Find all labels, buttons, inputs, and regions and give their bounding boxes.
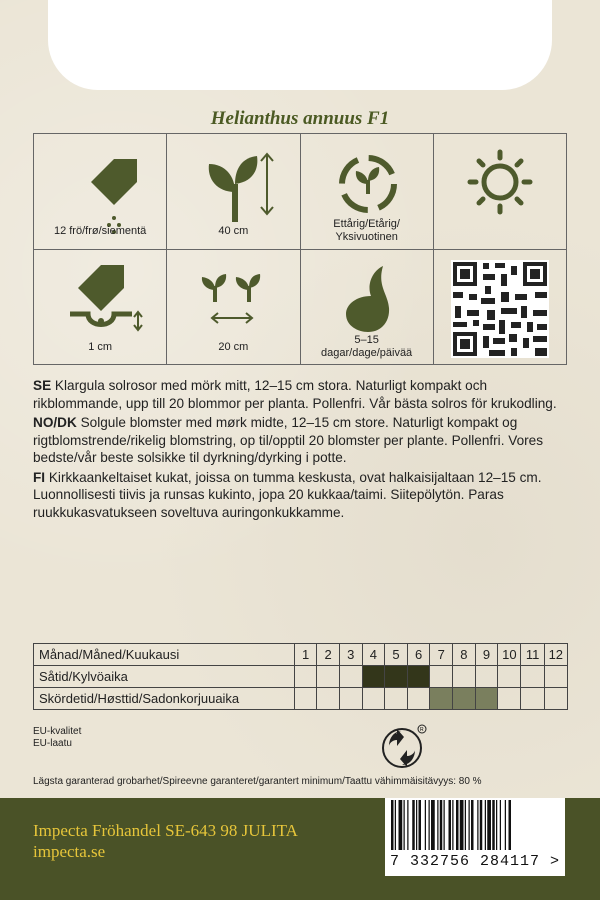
month-3: 3 <box>339 644 362 666</box>
harvest-row <box>34 688 568 710</box>
eu-quality-se: EU-kvalitet <box>33 726 82 737</box>
lang-code-fi: FI <box>33 469 46 485</box>
sowing-calendar <box>33 643 568 710</box>
lang-code-se: SE <box>33 378 52 393</box>
germination-days-1: 5–15 <box>354 334 379 346</box>
harvest-month-4 <box>362 688 385 710</box>
germination-days-2: dagar/dage/päivää <box>321 347 413 359</box>
depth-label: 1 cm <box>88 341 113 353</box>
harvest-label: Skördetid/Høsttid/Sadonkorjuuaika <box>34 688 295 710</box>
harvest-month-11 <box>521 688 544 710</box>
height-cell <box>166 134 299 249</box>
seed-count-cell <box>34 134 166 249</box>
month-12: 12 <box>544 644 567 666</box>
sow-month-9 <box>475 666 498 688</box>
month-4: 4 <box>362 644 385 666</box>
month-7: 7 <box>430 644 453 666</box>
description-fi-text: Kirkkaankeltaiset kukat, joissa on tumma keskusta, ovat halkaisijaltaan 12–15 cm. Luonnollisesti tiivis ja runsas kukinto, jopa 20 kukkaa/taimi. Siitepölytön. Paras ruukkukasvatukseen soveltuva auringonkukkamme. <box>33 469 542 520</box>
qr-code[interactable] <box>434 250 567 365</box>
height-label: 40 cm <box>218 225 249 237</box>
eu-quality-fi: EU-laatu <box>33 738 72 749</box>
harvest-month-12 <box>544 688 567 710</box>
hang-hole <box>48 0 552 90</box>
month-2: 2 <box>317 644 340 666</box>
lang-code-no-dk: NO/DK <box>33 415 77 430</box>
species-title: Helianthus annuus F1 <box>210 108 390 129</box>
description-se <box>33 377 573 412</box>
month-8: 8 <box>453 644 476 666</box>
seed-count-label: 12 frö/frø/siementä <box>53 225 147 237</box>
website-link[interactable]: impecta.se <box>33 842 106 861</box>
harvest-month-6 <box>407 688 430 710</box>
info-grid <box>33 133 567 365</box>
sun-cell <box>433 134 566 249</box>
spacing-cell <box>166 250 299 365</box>
sow-month-11 <box>521 666 544 688</box>
description-no-dk <box>33 414 573 467</box>
germination-guarantee: Lägsta garanterad grobarhet/Spireevne garanteret/garantert minimum/Taattu vähimmäisitävyys: 80 % <box>33 776 482 787</box>
harvest-month-10 <box>498 688 521 710</box>
sow-month-4 <box>362 666 385 688</box>
eu-quality <box>33 726 81 750</box>
sow-month-6 <box>407 666 430 688</box>
svg-text:R: R <box>420 727 424 733</box>
month-9: 9 <box>475 644 498 666</box>
harvest-month-1 <box>294 688 317 710</box>
annual-label-1: Ettårig/Etårig/ <box>333 218 400 230</box>
depth-cell <box>34 250 166 365</box>
month-6: 6 <box>407 644 430 666</box>
annual-cell <box>300 134 433 249</box>
description-se-text: Klargula solrosor med mörk mitt, 12–15 cm stora. Naturligt kompakt och rikblommande, upp till 20 blommor per planta. Pollenfri. Vår bästa solros för krukodling. <box>33 378 557 411</box>
description-fi <box>33 469 573 522</box>
calendar-header: Månad/Måned/Kuukausi <box>34 644 295 666</box>
month-11: 11 <box>521 644 544 666</box>
sow-month-2 <box>317 666 340 688</box>
company-address: Impecta Fröhandel SE-643 98 JULITA <box>33 821 298 840</box>
sowing-row <box>34 666 568 688</box>
month-1: 1 <box>294 644 317 666</box>
annual-label-2: Yksivuotinen <box>335 231 398 243</box>
sow-month-3 <box>339 666 362 688</box>
sun-icon <box>434 134 567 249</box>
green-dot-recycling-icon <box>380 722 428 770</box>
month-5: 5 <box>385 644 408 666</box>
harvest-month-5 <box>385 688 408 710</box>
description-no-dk-text: Solgule blomster med mørk midte, 12–15 cm store. Naturligt kompakt og rigtblomstrende/rikelig blomstring, op til/opptil 20 blomster per plante. Pollenfri. Vores bedste/vår beste solsikke til dyrkning/dyrking i potte. <box>33 415 544 465</box>
sow-month-10 <box>498 666 521 688</box>
spacing-label: 20 cm <box>218 341 249 353</box>
qr-cell <box>433 250 566 365</box>
harvest-month-8 <box>453 688 476 710</box>
sow-month-8 <box>453 666 476 688</box>
harvest-month-7 <box>430 688 453 710</box>
sow-month-12 <box>544 666 567 688</box>
sowing-label: Såtid/Kylvöaika <box>34 666 295 688</box>
harvest-month-3 <box>339 688 362 710</box>
description-block <box>33 377 573 523</box>
germination-cell <box>300 250 433 365</box>
calendar-month-row <box>34 644 568 666</box>
sow-month-5 <box>385 666 408 688</box>
harvest-month-9 <box>475 688 498 710</box>
month-10: 10 <box>498 644 521 666</box>
harvest-month-2 <box>317 688 340 710</box>
sow-month-7 <box>430 666 453 688</box>
barcode-number: 7 332756 284117 > <box>390 853 561 870</box>
sow-month-1 <box>294 666 317 688</box>
